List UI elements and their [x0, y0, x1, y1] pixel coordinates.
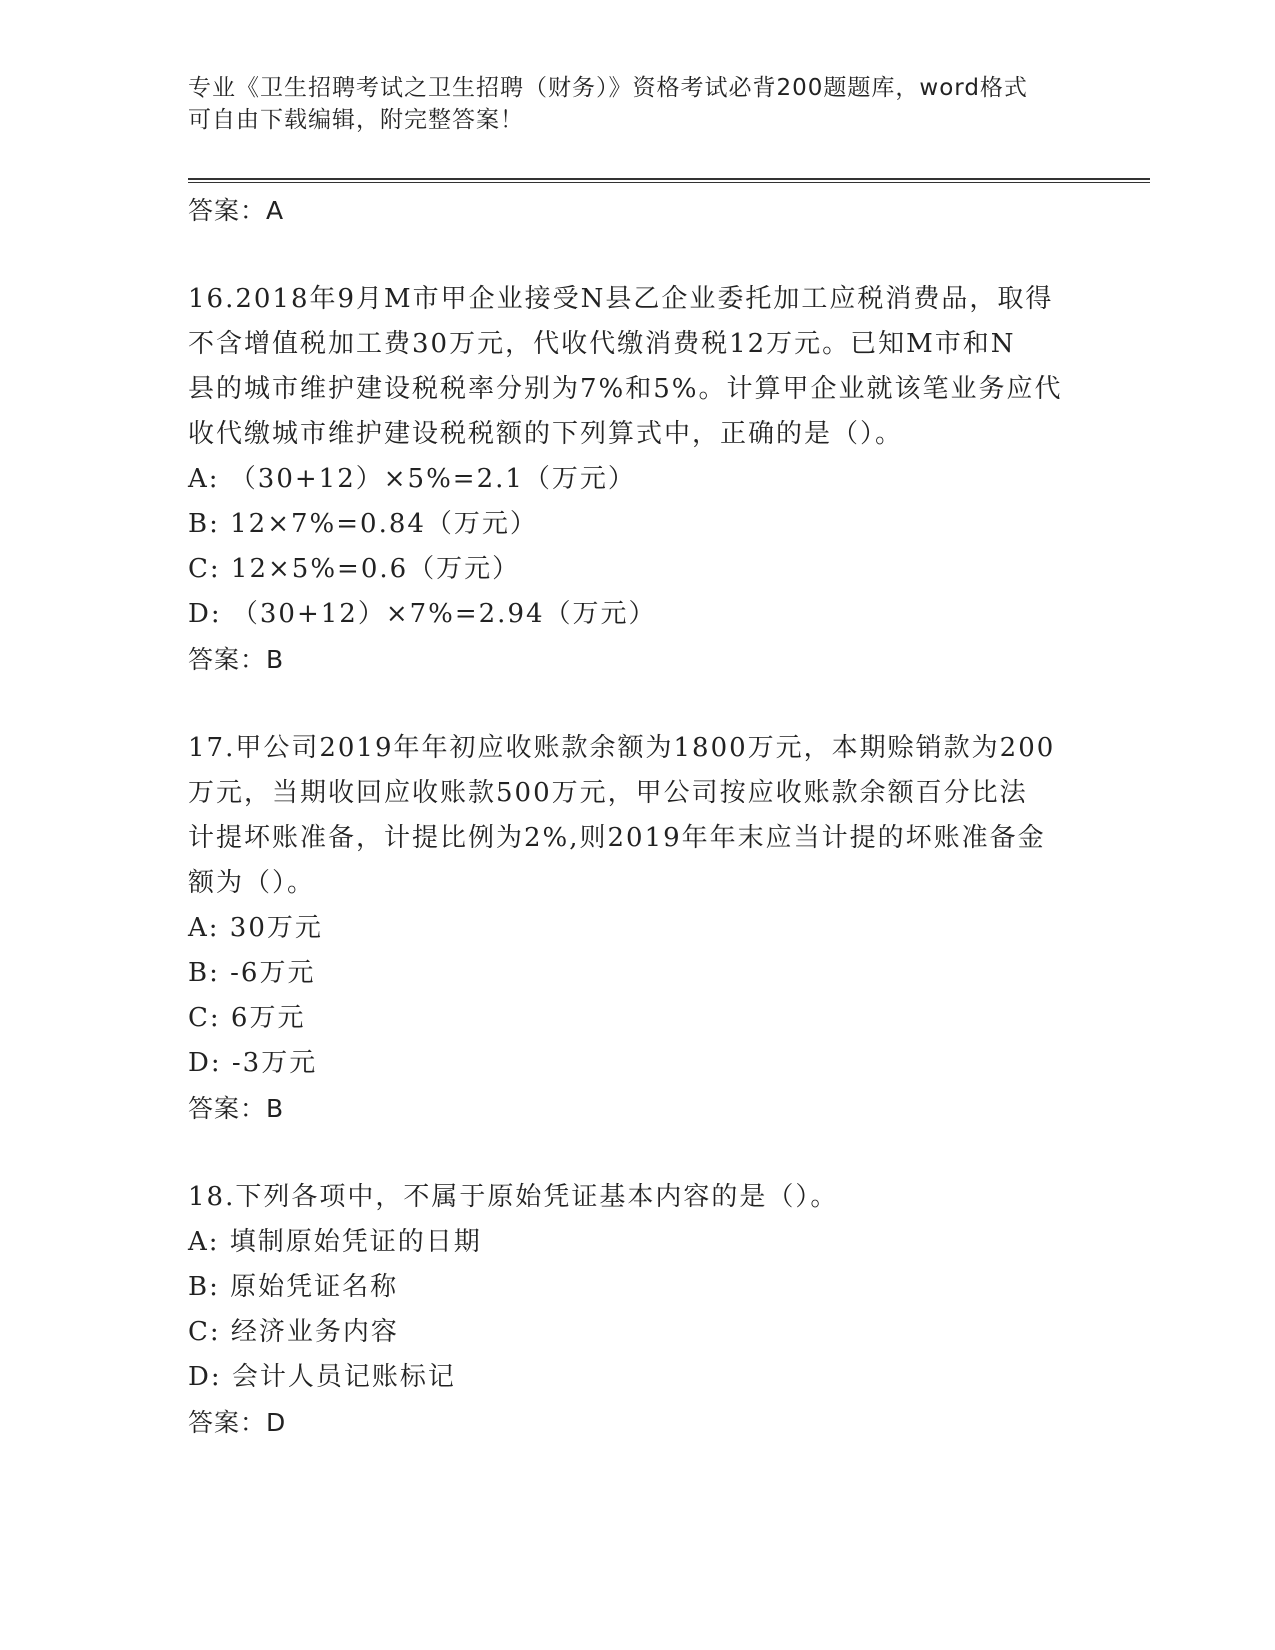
header-divider — [188, 178, 1150, 183]
option-a: A: 填制原始凭证的日期 — [188, 1227, 482, 1257]
question-stem-line: 18.下列各项中，不属于原始凭证基本内容的是（）。 — [188, 1182, 839, 1212]
option-c: C: 12×5%=0.6（万元） — [188, 554, 521, 584]
answer-line: 答案：B — [188, 1094, 285, 1123]
option-a: A: （30+12）×5%=2.1（万元） — [188, 464, 636, 494]
option-c: C: 经济业务内容 — [188, 1317, 399, 1347]
spacer — [188, 1131, 1088, 1175]
option-a: A: 30万元 — [188, 913, 323, 943]
option-d: D: -3万元 — [188, 1048, 318, 1078]
answer-line: 答案：B — [188, 645, 285, 674]
question-stem-line: 不含增值税加工费30万元，代收代缴消费税12万元。已知M市和N — [188, 329, 1016, 359]
header-line-2: 可自由下载编辑，附完整答案！ — [188, 107, 524, 133]
question-stem-line: 计提坏账准备，计提比例为2%,则2019年年末应当计提的坏账准备金 — [188, 823, 1046, 853]
question-stem-line: 额为（）。 — [188, 868, 316, 898]
spacer — [188, 233, 1088, 277]
option-b: B: 12×7%=0.84（万元） — [188, 509, 538, 539]
question-stem-line: 16.2018年9月M市甲企业接受N县乙企业委托加工应税消费品，取得 — [188, 284, 1054, 314]
spacer — [188, 682, 1088, 726]
document-header — [188, 72, 1068, 136]
option-b: B: 原始凭证名称 — [188, 1272, 399, 1302]
header-line-1: 专业《卫生招聘考试之卫生招聘（财务）》资格考试必背200题题库，word格式 — [188, 75, 1028, 101]
question-18 — [188, 1175, 1088, 1445]
question-17 — [188, 726, 1088, 1131]
question-stem-line: 万元，当期收回应收账款500万元，甲公司按应收账款余额百分比法 — [188, 778, 1028, 808]
previous-answer: 答案：A — [188, 196, 285, 225]
question-stem-line: 收代缴城市维护建设税税额的下列算式中，正确的是（）。 — [188, 419, 904, 449]
answer-line: 答案：D — [188, 1408, 287, 1437]
question-stem-line: 县的城市维护建设税税率分别为7%和5%。计算甲企业就该笔业务应代 — [188, 374, 1063, 404]
question-list — [188, 188, 1088, 1445]
question-16 — [188, 277, 1088, 682]
option-b: B: -6万元 — [188, 958, 316, 988]
option-d: D: 会计人员记账标记 — [188, 1362, 456, 1392]
option-d: D: （30+12）×7%=2.94（万元） — [188, 599, 657, 629]
option-c: C: 6万元 — [188, 1003, 306, 1033]
question-stem-line: 17.甲公司2019年年初应收账款余额为1800万元，本期赊销款为200 — [188, 733, 1056, 763]
